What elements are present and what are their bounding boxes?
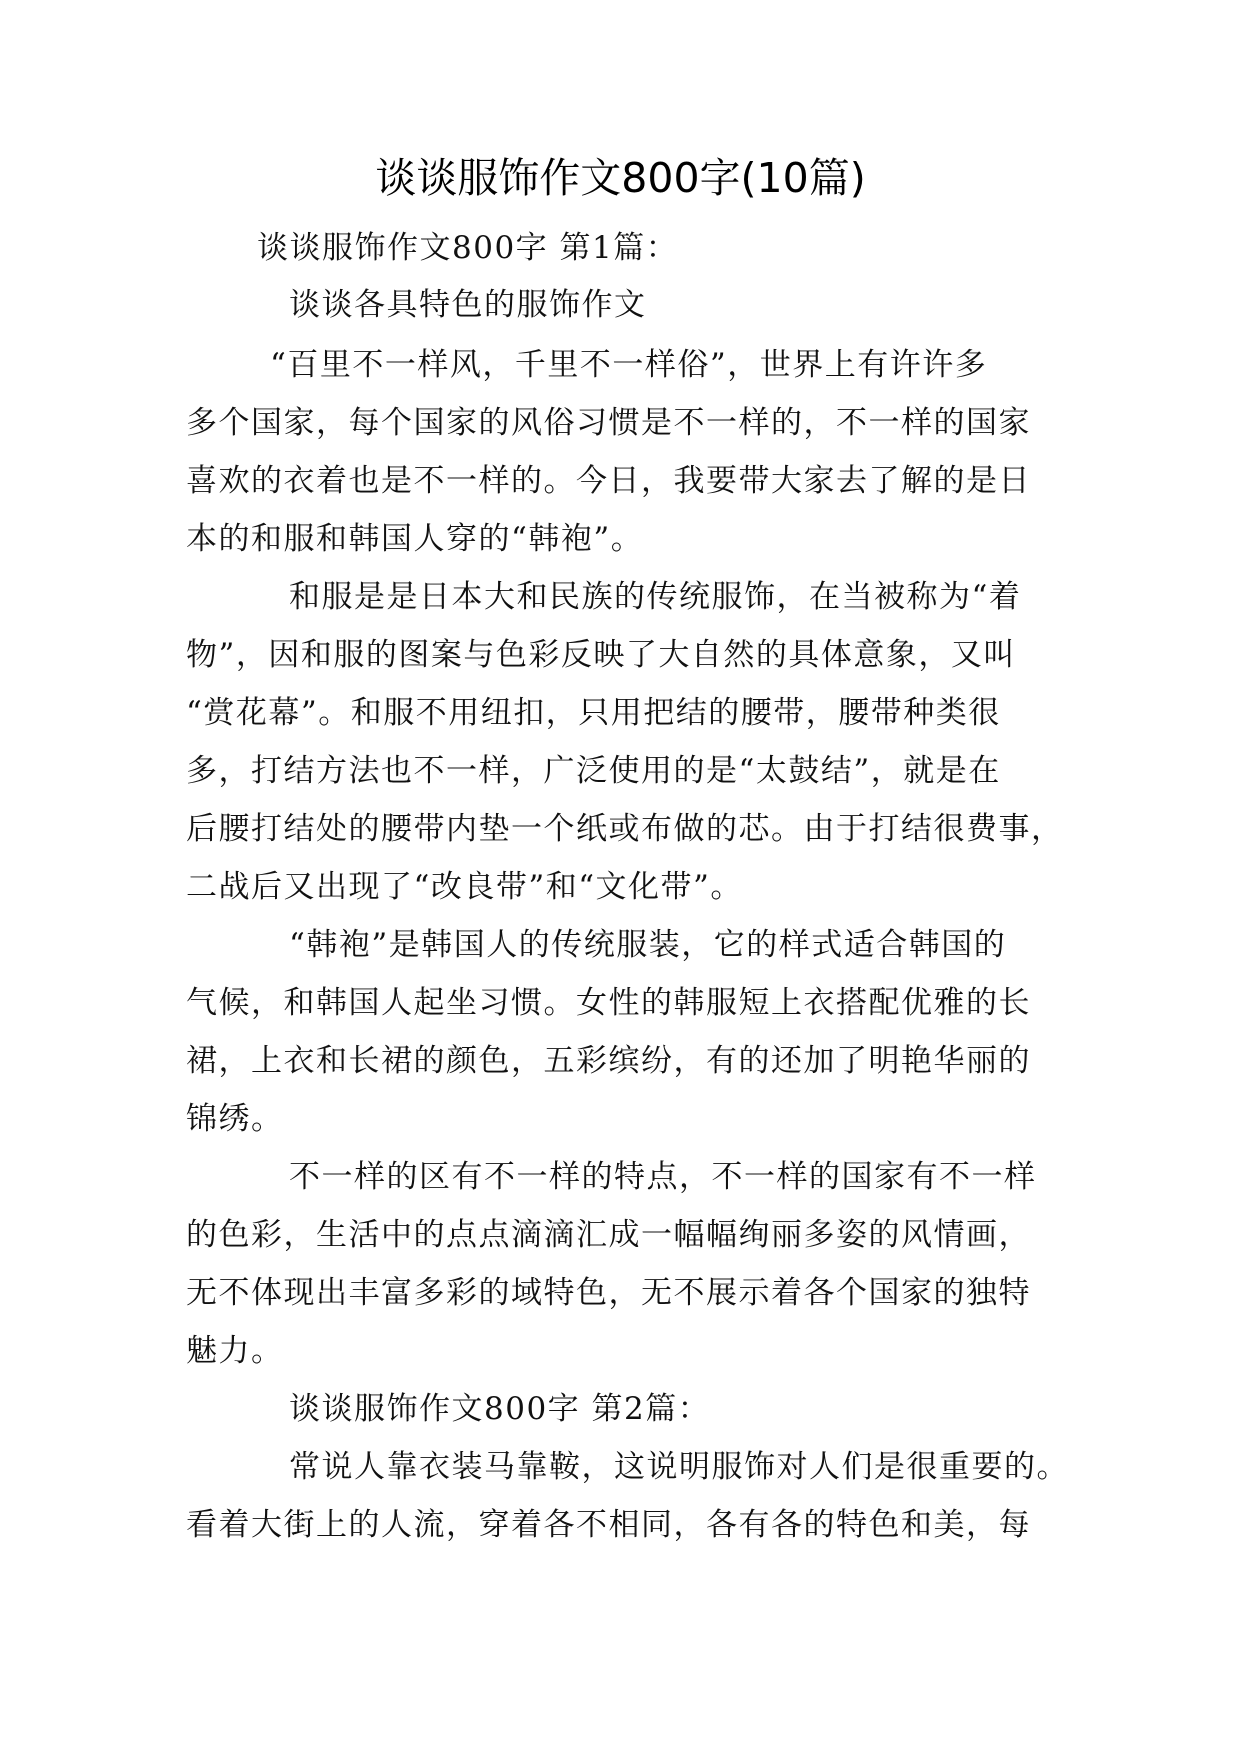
paragraph-2-line-4: 多，打结方法也不一样，广泛使用的是“太鼓结”，就是在 (186, 753, 1001, 789)
paragraph-4-line-4: 魅力。 (186, 1333, 284, 1369)
paragraph-3-line-1: “韩袍”是韩国人的传统服装，它的样式适合韩国的 (289, 927, 1007, 963)
paragraph-1-line-2: 多个国家，每个国家的风俗习惯是不一样的，不一样的国家 (186, 405, 1031, 441)
paragraph-2-line-6: 二战后又出现了“改良带”和“文化带”。 (186, 869, 743, 905)
paragraph-5-line-1: 常说人靠衣装马靠鞍，这说明服饰对人们是很重要的。 (289, 1449, 1069, 1485)
paragraph-4-line-1: 不一样的区有不一样的特点，不一样的国家有不一样 (289, 1159, 1037, 1195)
paragraph-2-line-1: 和服是是日本大和民族的传统服饰，在当被称为“着 (289, 579, 1022, 615)
paragraph-2-line-5: 后腰打结处的腰带内垫一个纸或布做的芯。由于打结很费事， (186, 811, 1064, 847)
paragraph-4-line-2: 的色彩，生活中的点点滴滴汇成一幅幅绚丽多姿的风情画， (186, 1217, 1031, 1253)
paragraph-3-line-2: 气候，和韩国人起坐习惯。女性的韩服短上衣搭配优雅的长 (186, 985, 1031, 1021)
paragraph-3-line-3: 裙，上衣和长裙的颜色，五彩缤纷，有的还加了明艳华丽的 (186, 1043, 1031, 1079)
document-title: 谈谈服饰作文800字(10篇) (375, 154, 866, 202)
section-heading-2: 谈谈服饰作文800字 第2篇： (289, 1391, 711, 1427)
paragraph-2-line-3: “赏花幕”。和服不用纽扣，只用把结的腰带，腰带种类很 (186, 695, 1001, 731)
section-heading-1: 谈谈服饰作文800字 第1篇： (257, 230, 679, 266)
paragraph-4-line-3: 无不体现出丰富多彩的域特色，无不展示着各个国家的独特 (186, 1275, 1031, 1311)
paragraph-2-line-2: 物”，因和服的图案与色彩反映了大自然的具体意象，又叫 (186, 637, 1016, 673)
paragraph-3-line-4: 锦绣。 (186, 1101, 284, 1137)
paragraph-1-line-1: “百里不一样风，千里不一样俗”，世界上有许许多 (270, 347, 988, 383)
paragraph-5-line-2: 看着大街上的人流，穿着各不相同，各有各的特色和美，每 (186, 1507, 1031, 1543)
paragraph-1-line-3: 喜欢的衣着也是不一样的。今日，我要带大家去了解的是日 (186, 463, 1031, 499)
essay-title: 谈谈各具特色的服饰作文 (289, 287, 647, 323)
paragraph-1-line-4: 本的和服和韩国人穿的“韩袍”。 (186, 521, 644, 557)
